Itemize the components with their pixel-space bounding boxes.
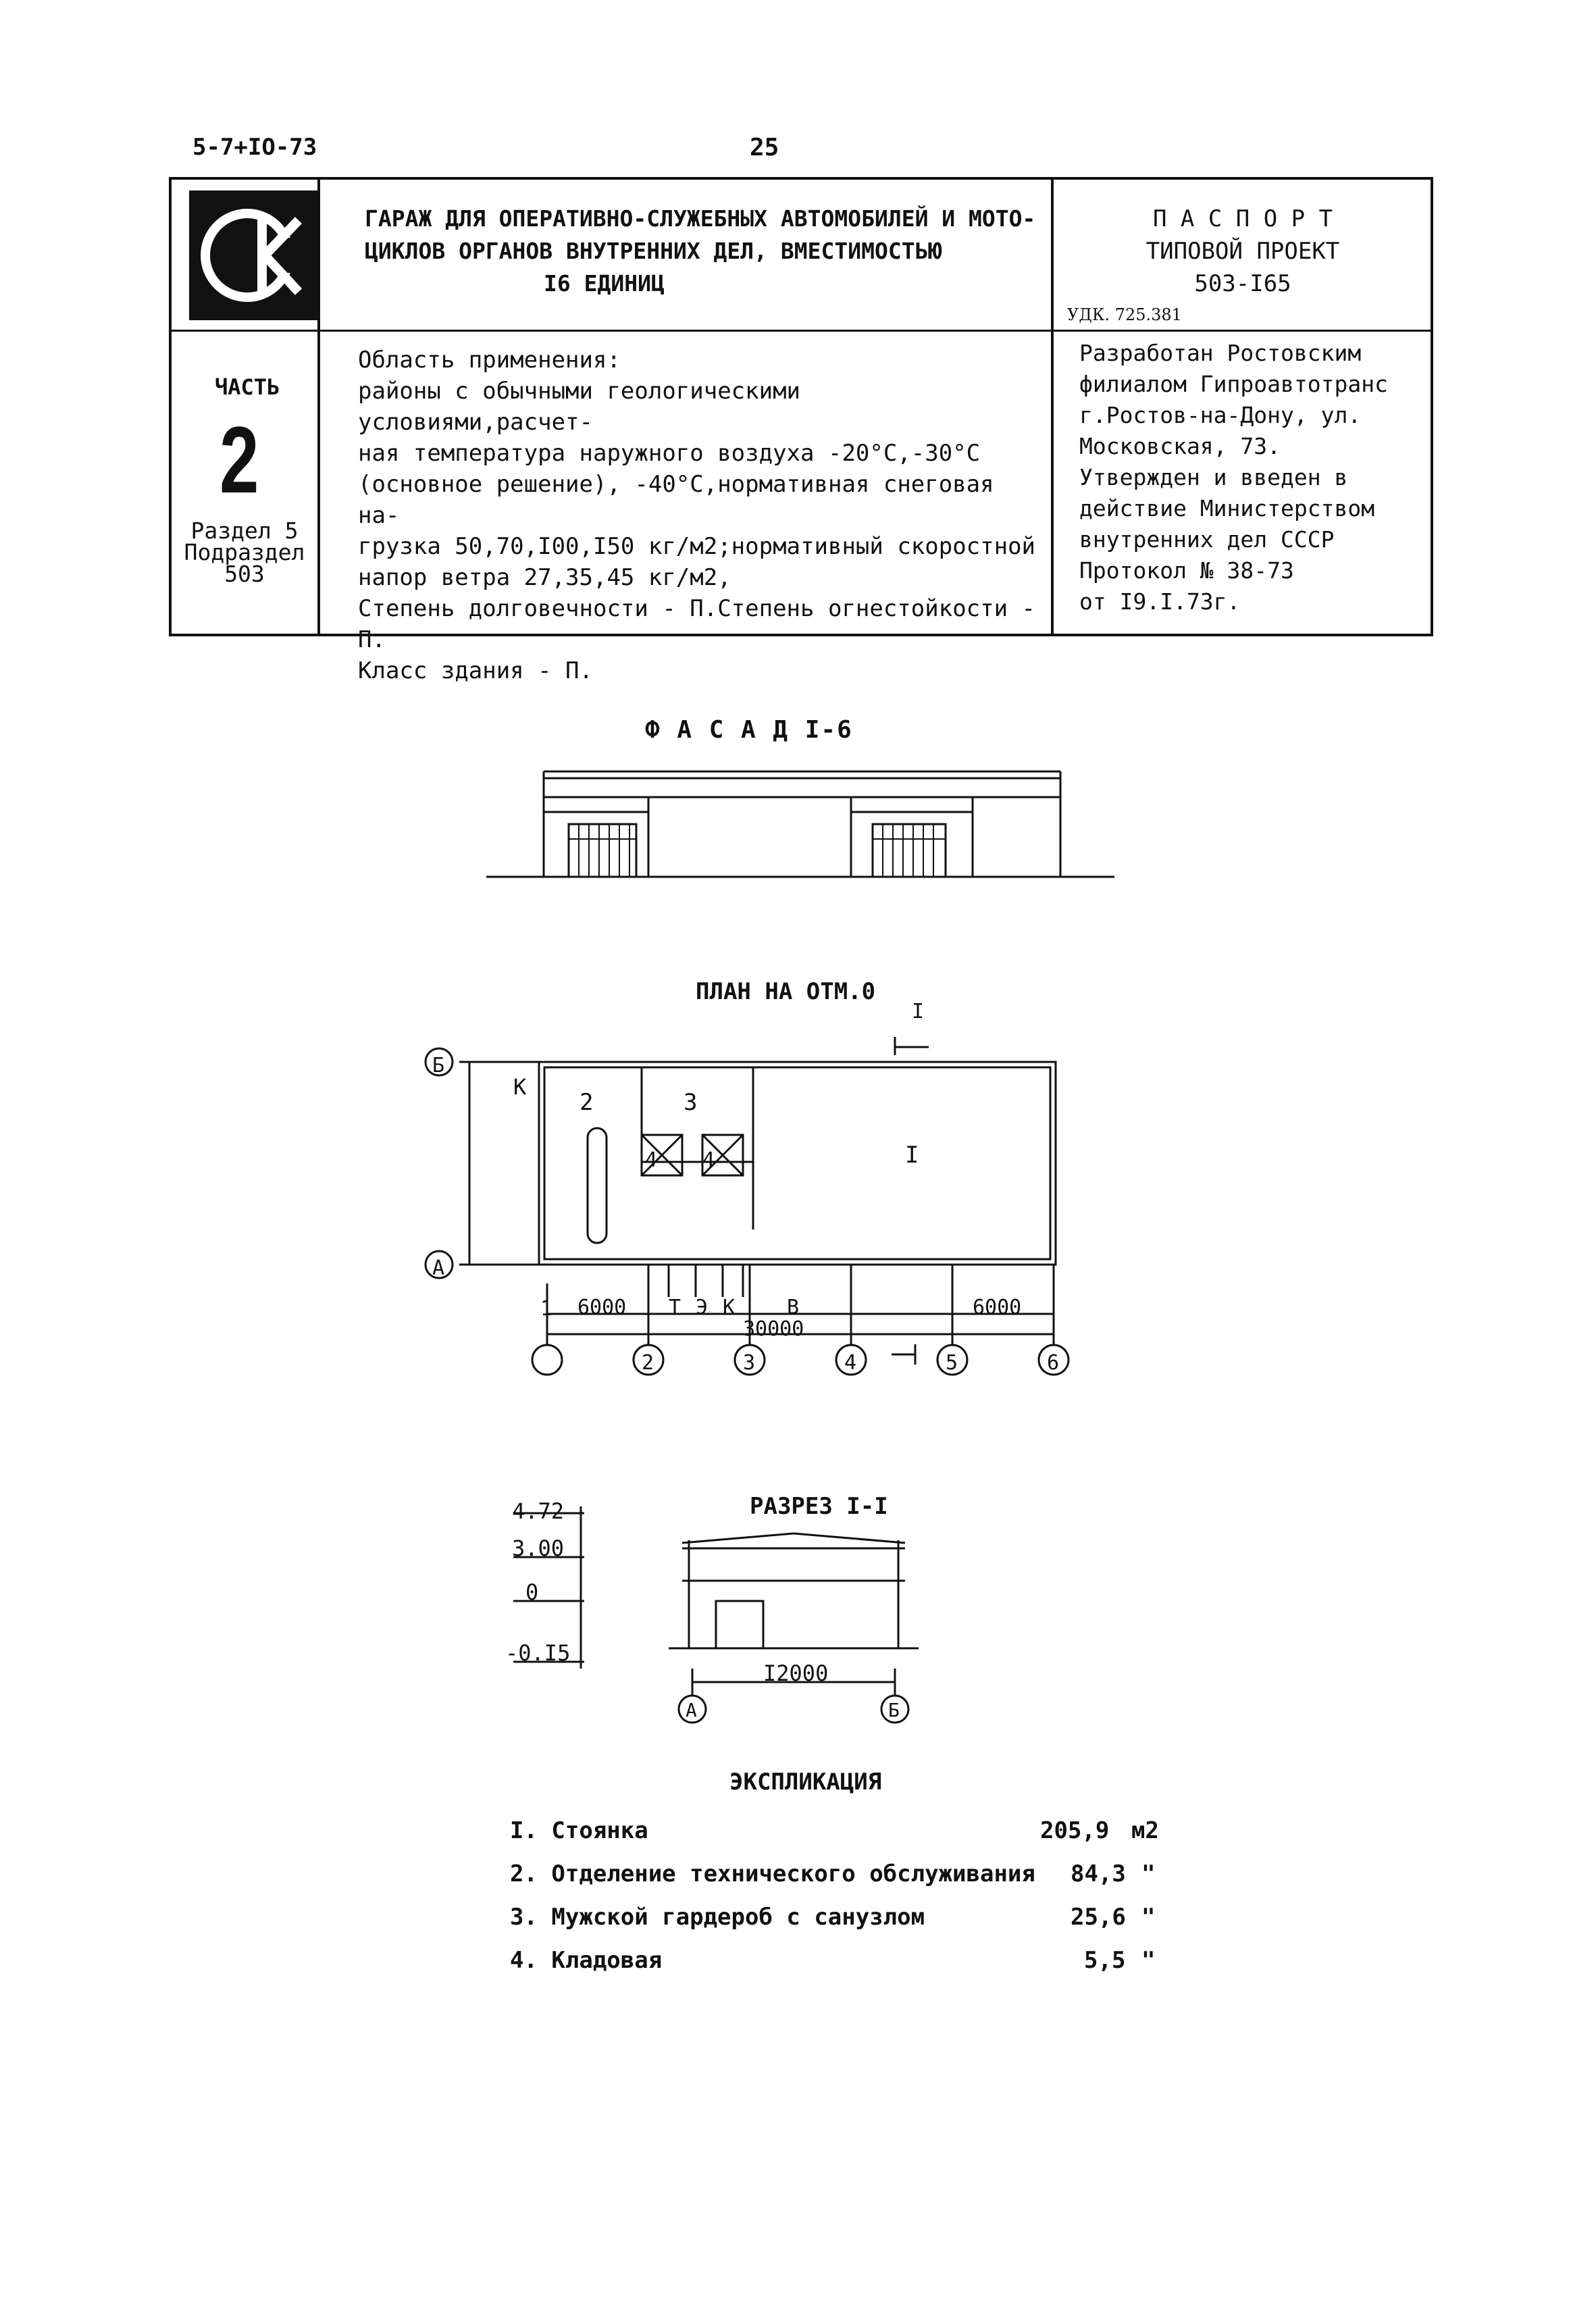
developer-line: филиалом Гипроавтотранс — [1079, 371, 1388, 397]
section-block — [177, 517, 312, 587]
plan-title: ПЛАН НА ОТМ.0 — [696, 978, 876, 1005]
part-label: ЧАСТЬ — [215, 374, 280, 400]
axis-number-2: 2 — [642, 1351, 654, 1375]
scope-line: ная температура наружного воздуха -20°С,-30°С — [358, 440, 981, 467]
logo — [189, 190, 319, 320]
document-code: 5-7+IO-73 — [192, 134, 317, 161]
section-axis-b: Б — [888, 1699, 900, 1721]
mark-v: В — [787, 1296, 800, 1319]
axis-number-5: 5 — [946, 1351, 958, 1375]
udk-code: УДК. 725.381 — [1067, 305, 1182, 324]
scope-line: районы с обычными геологическими условиями,расчет- — [358, 378, 801, 436]
passport-title: П А С П О Р Т — [1152, 205, 1333, 232]
room-name: 3. Мужской гардероб с санузлом — [510, 1904, 925, 1931]
room-label-2: 2 — [580, 1089, 594, 1116]
passport-block — [1054, 203, 1432, 300]
level-300: 3.00 — [512, 1535, 565, 1561]
room-label-k: К — [513, 1074, 527, 1100]
mark-t: Т — [669, 1296, 681, 1319]
passport-line: ТИПОВОЙ ПРОЕКТ — [1145, 238, 1340, 265]
page-number: 25 — [750, 134, 779, 161]
facade-drawing — [486, 763, 1114, 885]
developer-line: Протокол № 38-73 — [1079, 557, 1294, 584]
room-label-3: 3 — [684, 1089, 698, 1116]
developer-line: Разработан Ростовским — [1079, 340, 1362, 366]
room-label-4b: 4 — [702, 1148, 715, 1172]
scope-text — [358, 345, 1040, 686]
section-axis-a: А — [686, 1699, 697, 1721]
ck-logo-icon — [189, 190, 319, 320]
developer-line: действие Министерством — [1079, 495, 1375, 522]
title-line: ЦИКЛОВ ОРГАНОВ ВНУТРЕННИХ ДЕЛ, ВМЕСТИМОСТЬЮ — [365, 238, 942, 264]
room-label-4a: 4 — [645, 1148, 658, 1172]
room-area: 205,9 — [1040, 1817, 1110, 1844]
dimension-left: 6000 — [577, 1296, 627, 1319]
axis-number-3: 3 — [743, 1351, 756, 1375]
axis-label-b: Б — [432, 1054, 445, 1077]
room-area: 25,6 — [1071, 1904, 1126, 1931]
axis-number-4: 4 — [844, 1351, 857, 1375]
scope-line: Степень долговечности - П.Степень огнестойкости - П. — [358, 595, 1036, 653]
room-name: 2. Отделение технического обслуживания — [510, 1860, 1035, 1887]
level-0: 0 — [525, 1579, 539, 1605]
section-span: I2000 — [763, 1660, 829, 1686]
room-area: 84,3 — [1071, 1860, 1126, 1887]
dimension-right: 6000 — [973, 1296, 1022, 1319]
section-line: 503 — [224, 561, 265, 587]
developer-line: г.Ростов-на-Дону, ул. — [1079, 402, 1362, 428]
table-divider — [169, 330, 1433, 332]
scope-line: (основное решение), -40°С,нормативная снеговая на- — [358, 471, 994, 529]
axis-number-6: 6 — [1047, 1351, 1060, 1375]
room-area: 5,5 — [1084, 1947, 1126, 1974]
explication-title: ЭКСПЛИКАЦИЯ — [729, 1769, 882, 1796]
room-label-1: I — [905, 1142, 919, 1169]
axis-number-1: 1 — [540, 1297, 553, 1321]
room-unit: " — [1141, 1904, 1156, 1931]
passport-line: 503-I65 — [1194, 270, 1291, 297]
room-unit: м2 — [1131, 1817, 1159, 1844]
facade-title: Ф А С А Д I-6 — [645, 716, 853, 744]
scope-line: Область применения: — [358, 347, 621, 374]
room-unit: " — [1141, 1860, 1156, 1887]
developer-line: Московская, 73. — [1079, 433, 1281, 459]
level-minus015: -0.I5 — [505, 1640, 571, 1666]
developer-text — [1079, 338, 1431, 617]
developer-line: Утвержден и введен в — [1079, 464, 1348, 490]
mark-e: Э — [696, 1296, 709, 1319]
room-unit: " — [1141, 1947, 1156, 1974]
title-line: I6 ЕДИНИЦ — [544, 270, 665, 297]
axis-label-a: А — [432, 1256, 445, 1280]
section-line: Раздел 5 — [190, 517, 299, 544]
dimension-total: 30000 — [743, 1317, 804, 1341]
room-name: I. Стоянка — [510, 1817, 648, 1844]
mark-k: К — [723, 1296, 736, 1319]
part-number: 2 — [220, 407, 259, 513]
room-name: 4. Кладовая — [510, 1947, 663, 1974]
project-title — [365, 203, 1040, 300]
developer-line: внутренних дел СССР — [1079, 526, 1335, 553]
level-472: 4.72 — [512, 1498, 565, 1524]
section-line: Подраздел — [184, 539, 305, 565]
title-line: ГАРАЖ ДЛЯ ОПЕРАТИВНО-СЛУЖЕБНЫХ АВТОМОБИЛЕЙ И МОТО- — [365, 205, 1036, 232]
section-title: РАЗРЕЗ I-I — [750, 1493, 888, 1520]
scope-line: грузка 50,70,I00,I50 кг/м2;нормативный скоростной — [358, 533, 1036, 560]
section-mark-top: I — [912, 1000, 925, 1023]
scope-line: Класс здания - П. — [358, 657, 593, 684]
scope-line: напор ветра 27,35,45 кг/м2, — [358, 564, 731, 591]
developer-line: от I9.I.73г. — [1079, 588, 1241, 615]
